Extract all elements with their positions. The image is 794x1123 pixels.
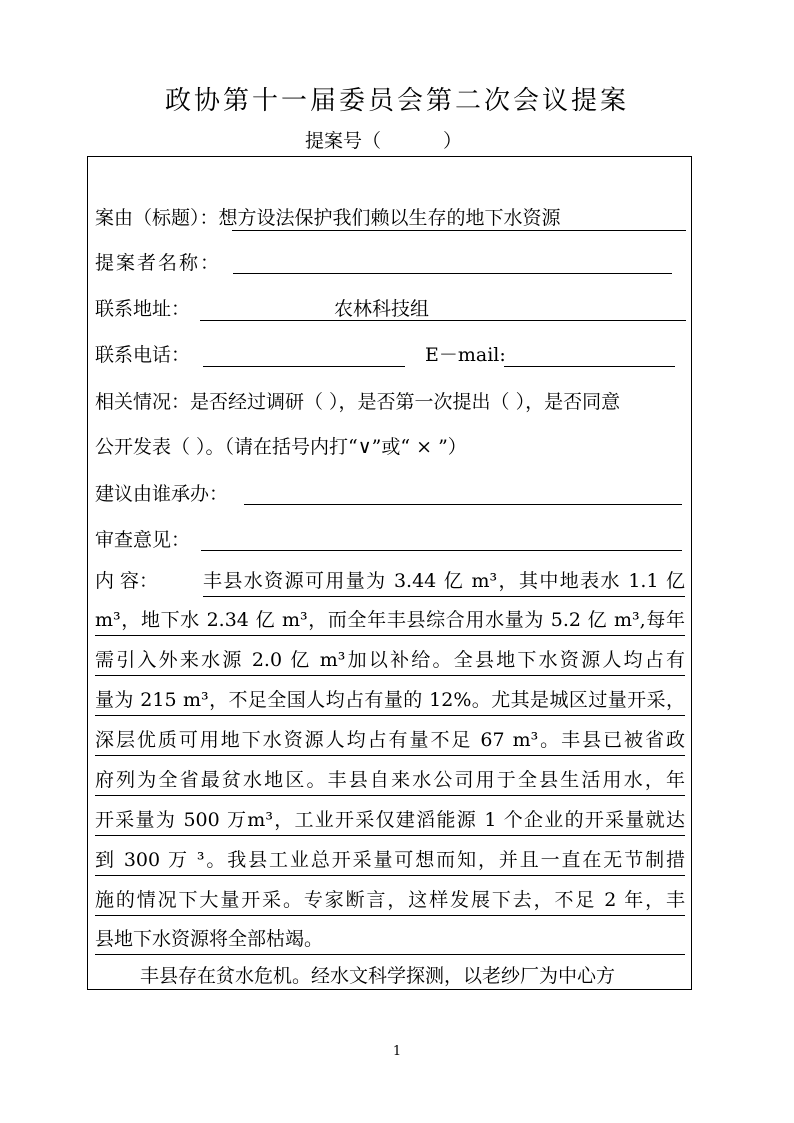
address-label: 联系地址： <box>95 298 191 320</box>
address-field[interactable] <box>200 320 686 321</box>
proposal-number-close: ） <box>443 130 463 152</box>
content-line: 深层优质可用地下水资源人均占有量不足 67 m³。丰县已被省政 <box>95 728 685 756</box>
content-line: 施的情况下大量开采。专家断言，这样发展下去，不足 2 年，丰 <box>95 888 685 916</box>
related-info-line2: 公开发表（ ）。（请在括号内打“∨”或“ × ”） <box>95 436 467 458</box>
review-field[interactable] <box>201 550 682 551</box>
content-line: 县地下水资源将全部枯竭。 <box>95 927 685 955</box>
content-line: 到 300 万 ³。我县工业总开采量可想而知，并且一直在无节制措 <box>95 848 685 876</box>
content-line: 府列为全省最贫水地区。丰县自来水公司用于全县生活用水，年 <box>95 768 685 796</box>
undertaker-field[interactable] <box>244 504 682 505</box>
content-line: 开采量为 500 万m³，工业开采仅建滔能源 1 个企业的开采量就达 <box>95 808 685 836</box>
content-line: m³，地下水 2.34 亿 m³，而全年丰县综合用水量为 5.2 亿 m³,每年 <box>95 608 685 636</box>
document-title: 政协第十一届委员会第二次会议提案 <box>164 86 629 116</box>
undertaker-label: 建议由谁承办： <box>95 483 229 505</box>
page-number: 1 <box>392 1044 402 1059</box>
email-field[interactable] <box>504 366 675 367</box>
proposer-field[interactable] <box>233 273 672 274</box>
content-paragraph-2: 丰县存在贫水危机。经水文科学探测，以老纱厂为中心方 <box>140 965 616 987</box>
email-label: E－mail: <box>425 344 506 366</box>
subject-value[interactable]: 想方设法保护我们赖以生存的地下水资源 <box>218 207 561 229</box>
content-label: 内 容： <box>95 570 159 592</box>
subject-label: 案由（标题）： <box>95 207 219 229</box>
phone-label: 联系电话： <box>95 344 191 366</box>
content-line: 需引入外来水源 2.0 亿 m³加以补给。全县地下水资源人均占有 <box>95 648 685 676</box>
proposal-number-label: 提案号（ <box>305 130 382 152</box>
content-line: 丰县水资源可用量为 3.44 亿 m³，其中地表水 1.1 亿 <box>203 569 685 597</box>
phone-field[interactable] <box>203 366 405 367</box>
review-label: 审查意见： <box>95 529 191 551</box>
content-line: 量为 215 m³，不足全国人均占有量的 12%。尤其是城区过量开采， <box>95 688 685 716</box>
subject-row <box>95 206 561 230</box>
proposal-number <box>305 126 462 153</box>
address-value[interactable]: 农林科技组 <box>334 298 430 320</box>
subject-underline <box>232 230 686 231</box>
proposer-label: 提案者名称： <box>95 252 222 274</box>
related-info-line1: 相关情况：是否经过调研（ ），是否第一次提出（ ），是否同意 <box>95 391 621 413</box>
